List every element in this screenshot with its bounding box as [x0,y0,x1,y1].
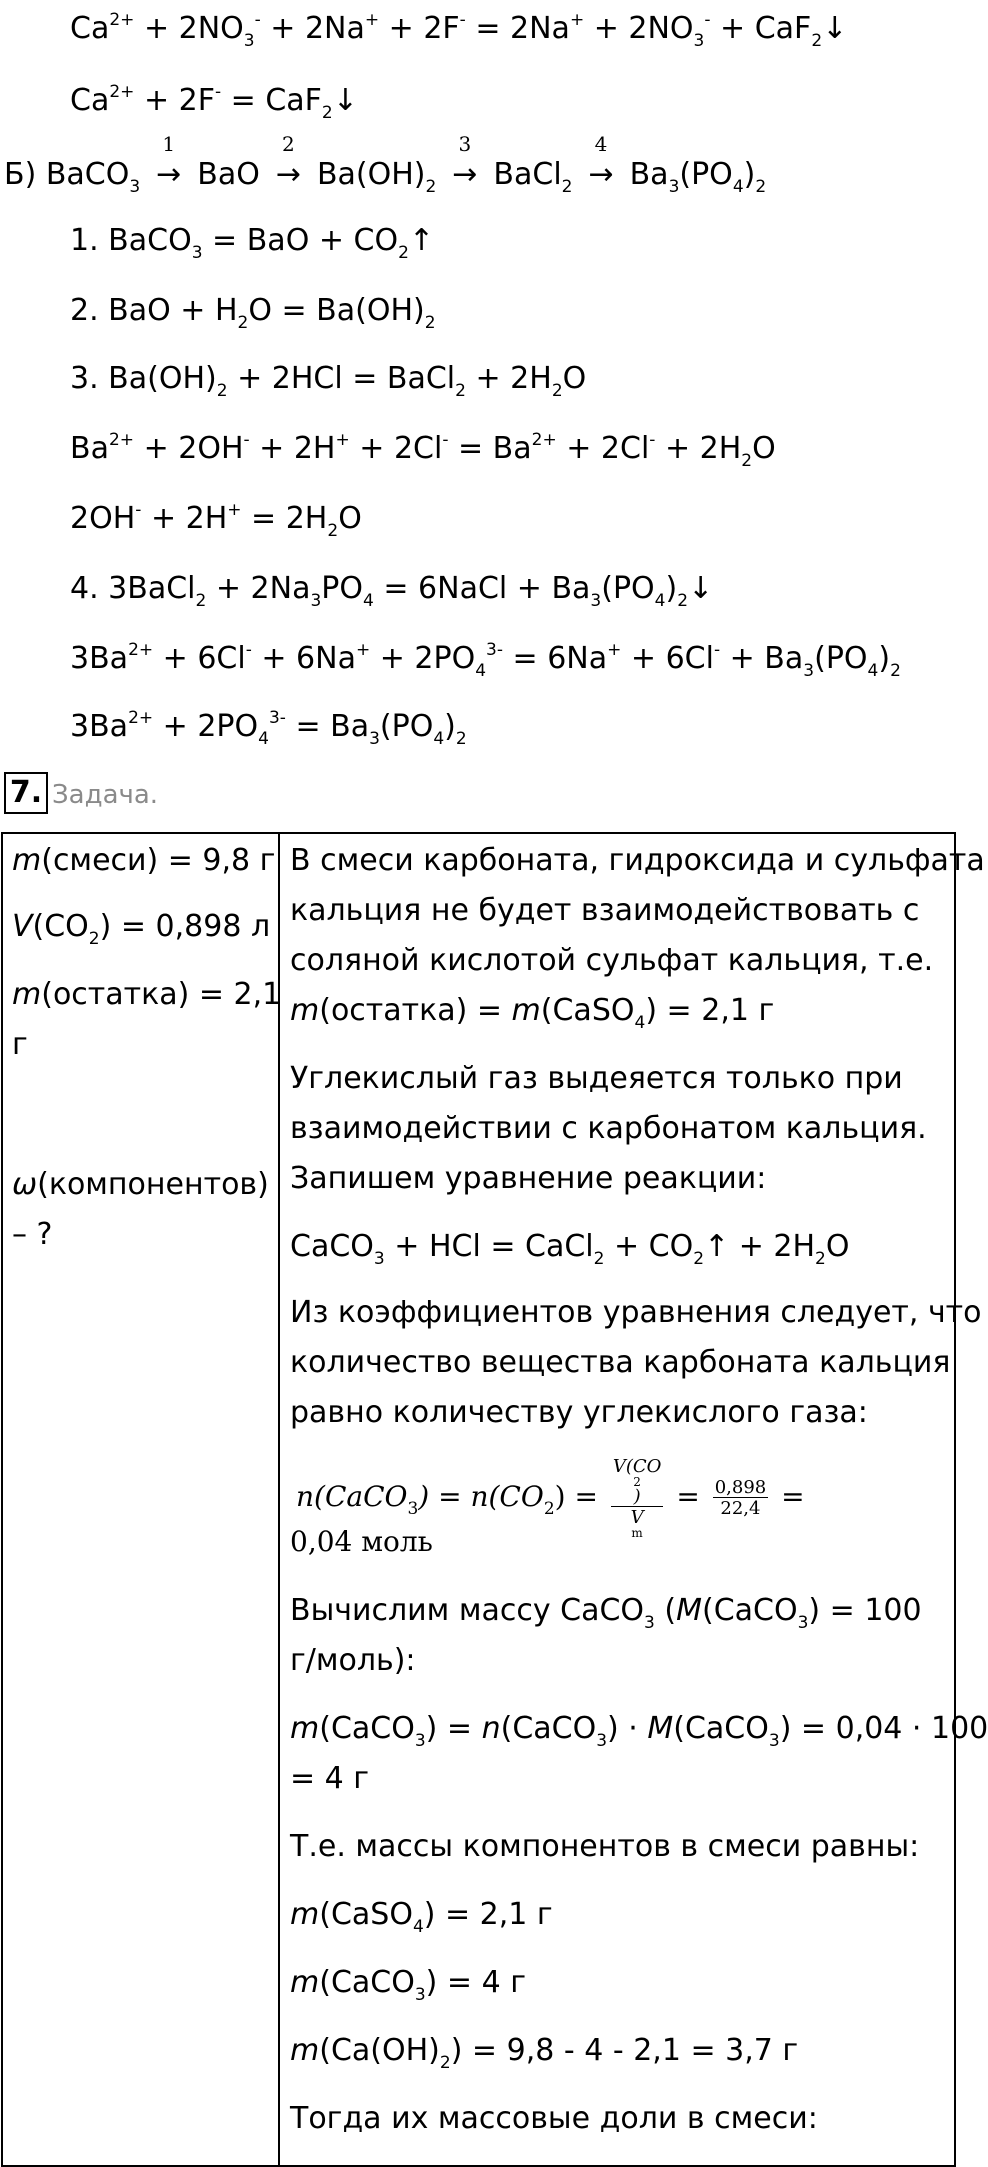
result-caoh2: $m(Ca(OH)_2) = 9,8 - 4 - 2,1 = 3,7$ г [290,2033,799,2073]
solution-paragraph-3: равно количеству углекислого газа: [290,1395,868,1430]
ionic-equation-short-4: $3Ba^{2+} + 2PO_4^{3-} = Ba_3(PO_4)_2$ [70,708,467,749]
table-column-divider [278,832,280,2167]
right-arrow-icon: 4 → [588,132,614,192]
task-label: Задача. [52,780,159,810]
molar-mass-line: Вычислим массу CaCO$_3$ (M(CaCO$_3$) = 100 [290,1593,922,1633]
down-arrow-icon: ↓ [332,83,358,118]
task-number: 7. [4,772,48,814]
given-mass-mixture: m(смеси) = 9,8 г [12,843,276,878]
ionic-equation-short-3: $2OH^- + 2H^+ = 2H_2O$ [70,500,362,541]
given-volume-co2: $V(CO_2) = 0,898$ л [12,909,271,949]
result-caso4: m(CaSO$_4$) = 2,1 г [290,1897,553,1937]
solution-residue-mass: m(остатка) = m(CaSO$_4$) = 2,1 г [290,993,775,1033]
right-arrow-icon: 2 → [275,132,301,192]
solution-paragraph-7: Тогда их массовые доли в смеси: [290,2101,818,2136]
given-mass-residue: m(остатка) = 2,1 [12,977,282,1012]
amount-formula: n(CaCO$_3$) = $n(CO_2)$ = V(CO 2 ) V m = $\frac{0,898}{22,4}$ = [296,1456,805,1540]
fraction-values: $\frac{0,898}{22,4}$ [714,1477,767,1519]
molar-mass-unit: г/моль): [290,1643,416,1678]
down-arrow-icon: ↓ [822,11,848,46]
reaction-equation: CaCO$_3$ + HCl = CaCl$_2$ + $CO_2↑ + 2H_2O$ [290,1229,850,1269]
solution-paragraph-1: В смеси карбоната, гидроксида и сульфата [290,843,985,878]
given-mass-residue-unit: г [12,1027,28,1062]
equation-step-3: 3. $Ba(OH)_2 + 2HCl$ = BaCl$_2$ + $2H_2O$ [70,361,587,401]
fraction-volume: V(CO 2 ) V m [612,1456,662,1540]
reaction-chain: Б) BaCO$_3$ 1 → BaO 2 → $Ba(OH)_2$ 3 → BaCl$_2$ 4 → $Ba_3(PO_4)_2$ [4,132,767,197]
equation-step-4: 4. 3BaCl$_2$ + $2Na_3PO_4$ = 6NaCl + $Ba_3(PO_4)_2↓$ [70,571,714,611]
up-arrow-icon: ↑ [408,223,435,258]
solution-paragraph-1: соляной кислотой сульфат кальция, т.е. [290,943,934,978]
ionic-equation-full-4: $3Ba^{2+} + 6Cl^- + 6Na^+ + 2PO_4^{3-} = 6Na^+ + 6Cl^- + Ba_3(PO_4)_2$ [70,640,901,681]
amount-result: 0,04 моль [290,1525,433,1558]
equation-line-1: $Ca^{2+} + 2NO_3^- + 2Na^+ + 2F^- = 2Na^+ + 2NO_3^-$ + CaF$_2$↓ [70,10,848,51]
ionic-equation-full-3: $Ba^{2+} + 2OH^- + 2H^+ + 2Cl^- = Ba^{2+} + 2Cl^- + 2H_2O$ [70,430,776,471]
solution-paragraph-2: Углекислый газ выдеяется только при [290,1061,903,1096]
mass-calculation: m(CaCO$_3$) = n(CaCO$_3$) · M(CaCO$_3$) = 0,04 · 100 [290,1711,988,1751]
equation-step-2: 2. BaO + $H_2O = Ba(OH)_2$ [70,293,436,333]
right-arrow-icon: 1 → [156,132,182,192]
mass-result: = 4 г [290,1761,370,1796]
result-caco3: m(CaCO$_3$) = 4 г [290,1965,526,2005]
equation-line-2: $Ca^{2+} + 2F^-$ = CaF$_2$↓ [70,82,358,123]
solution-paragraph-3: количество вещества карбоната кальция [290,1345,951,1380]
right-arrow-icon: 3 → [452,132,478,192]
solution-paragraph-6: Т.е. массы компонентов в смеси равны: [290,1829,920,1864]
solution-paragraph-3: Из коэффициентов уравнения следует, что [290,1295,982,1330]
down-arrow-icon: ↓ [688,571,714,606]
find-question: – ? [12,1217,53,1252]
solution-paragraph-2: взаимодействии с карбонатом кальция. [290,1111,927,1146]
solution-paragraph-2: Запишем уравнение реакции: [290,1161,767,1196]
solution-paragraph-1: кальция не будет взаимодействовать с [290,893,920,928]
find-mass-fractions: ω(компонентов) [12,1167,269,1202]
equation-step-1: 1. BaCO$_3$ = BaO + $CO_2↑$ [70,223,435,263]
